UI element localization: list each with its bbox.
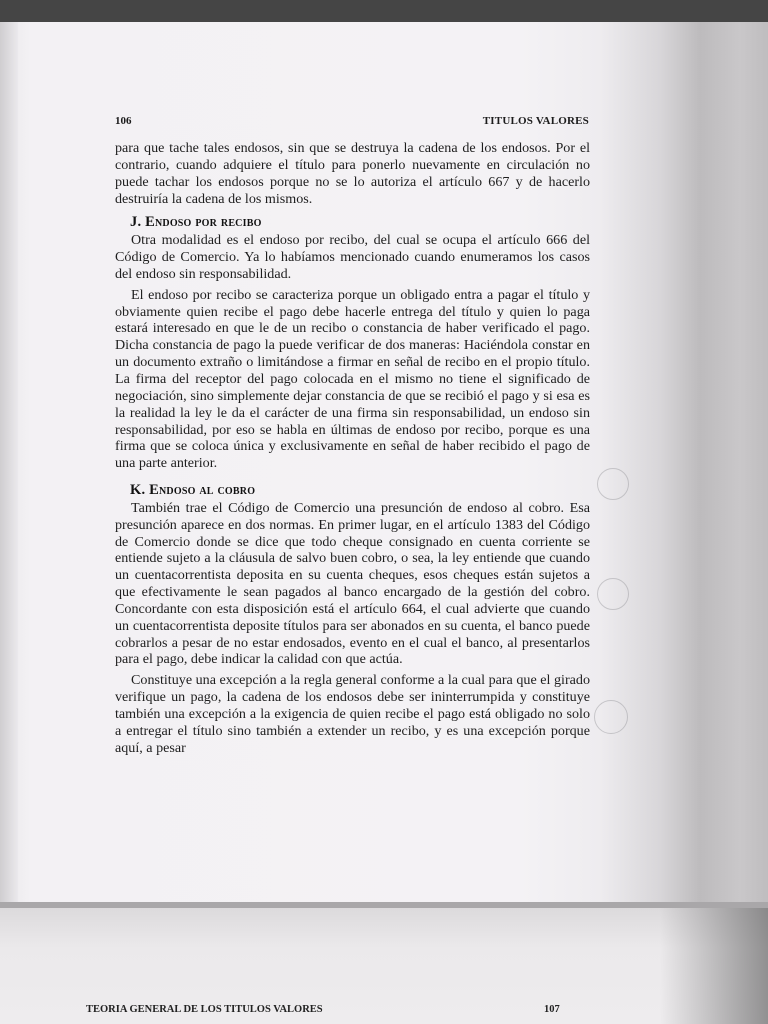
paragraph: Constituye una excepción a la regla general conforme a la cual para que el girado verifique un pago, la cadena de los endosos debe ser ininterrumpida y constituye también una excepción a la exigencia de quien recibe el pago está obligado no solo a entregar el título sino también a extender un recibo, y es una excepción porque aquí, a pesar	[115, 672, 590, 756]
scanner-top-border	[0, 0, 768, 22]
page-107-shadow	[660, 908, 768, 1024]
margin-pen-mark	[597, 578, 629, 610]
running-head: TITULOS VALORES	[482, 115, 589, 127]
margin-pen-mark	[594, 700, 628, 734]
margin-pen-mark	[597, 468, 629, 500]
page-number: 106	[115, 115, 132, 127]
paragraph: Otra modalidad es el endoso por recibo, del cual se ocupa el artículo 666 del Código de Comercio. Ya lo habíamos mencionado cuando enumeramos los casos del endoso sin responsabilidad.	[115, 232, 590, 282]
next-running-head: TEORIA GENERAL DE LOS TITULOS VALORES	[86, 1004, 323, 1015]
section-heading-k: K. Endoso al cobro	[130, 482, 256, 499]
next-page-number: 107	[544, 1004, 560, 1015]
section-heading-j: J. Endoso por recibo	[130, 214, 262, 231]
paragraph: El endoso por recibo se caracteriza porque un obligado entra a pagar el título y obviamente quien recibe el pago debe hacerle entrega del título y quien lo paga estará interesado en que le de un recibo o constancia de haber verificado el pago. Dicha constancia de pago la puede verificar de dos maneras: Haciéndola constar en un documento extraño o limitándose a firmar en señal de recibo en el propio título. La firma del receptor del pago colocada en el mismo no tiene el significado de negociación, sino simplemente dejar constancia de que se recibió el pago y si esa es la realidad la ley le da el carácter de una firma sin responsabilidad, un endoso sin responsabilidad, por eso se habla en últimas de endoso por recibo, porque es una firma que se coloca única y exclusivamente en señal de haber recibido el pago de una parte anterior.	[115, 286, 590, 472]
paragraph: También trae el Código de Comercio una presunción de endoso al cobro. Esa presunción aparece en dos normas. En primer lugar, en el artículo 1383 del Código de Comercio donde se dice que todo cheque consignado en cuenta corriente se entiende sujeto a la cláusula de salvo buen cobro, o sea, la ley entiende que cuando un cuentacorrentista deposita en su cuenta cheques, esos cheques están sujetos a que efectivamente le sean pagados al banco encargado de la gestión del cobro. Concordante con esta disposición está el artículo 664, el cual advierte que cuando un cuentacorrentista deposite títulos para ser abonados en su cuenta, el banco puede cobrarlos a pesar de no estar endosados, evento en el cual el banco, al presentarlos para el pago, debe indicar la calidad con que actúa.	[115, 499, 590, 668]
page-body	[115, 140, 590, 761]
page-binding-shadow	[0, 22, 18, 902]
paragraph: para que tache tales endosos, sin que se destruya la cadena de los endosos. Por el contrario, cuando adquiere el título para ponerlo nuevamente en circulación no puede tachar los endosos porque no se lo autoriza el artículo 667 y de hacerlo destruiría la cadena de los mismos.	[115, 140, 590, 207]
